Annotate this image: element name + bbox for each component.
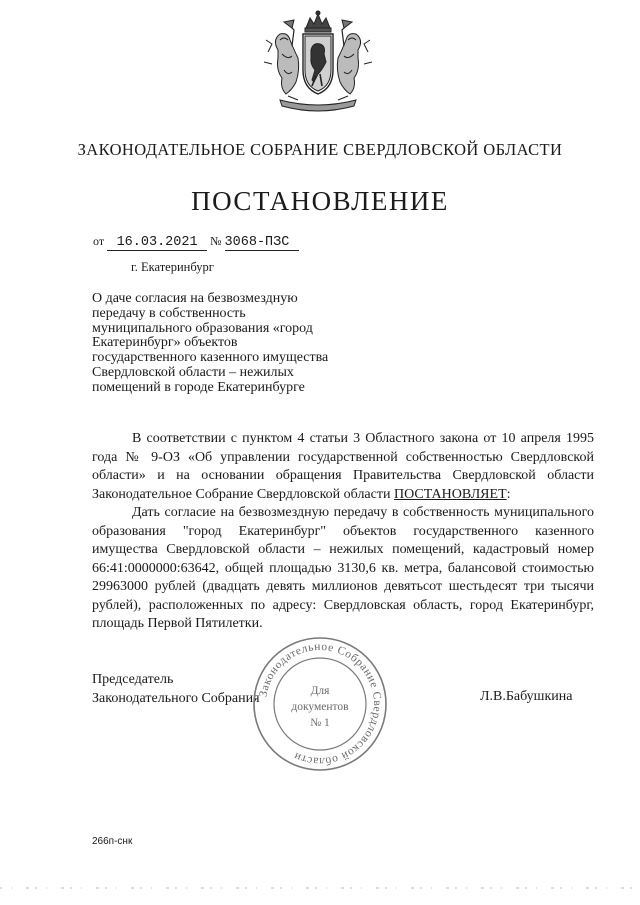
document-number: 3068-ПЗС (225, 236, 299, 251)
body-paragraph-1 (92, 430, 594, 504)
stamp-center-line-1: Для (310, 685, 330, 697)
document-date: 16.03.2021 (107, 236, 207, 251)
document-city: г. Екатеринбург (131, 260, 214, 274)
signatory-name: Л.В.Бабушкина (480, 689, 573, 704)
stamp-ring-text: Законодательное Собрание Свердловской области (257, 640, 384, 768)
signatory-title-line-1: Председатель (92, 672, 174, 687)
official-stamp (252, 636, 388, 772)
document-type-title: ПОСТАНОВЛЕНИЕ (191, 186, 449, 216)
stamp-center-line-2: документов (291, 701, 349, 713)
resolves-keyword: ПОСТАНОВЛЯЕТ (393, 486, 507, 502)
document-subject: О даче согласия на безвозмездную передачу в собственность муниципального образования «город Екатеринбург» объектов государственного казенного имущества Свердловской области – нежилых помещений в городе Екатеринбурге (92, 291, 329, 395)
date-prefix: от (93, 234, 105, 248)
scan-artifact-line (0, 886, 640, 890)
signatory-title-line-2: Законодательного Собрания (92, 691, 260, 706)
date-number-line (93, 234, 299, 251)
coat-of-arms-emblem (258, 10, 378, 116)
body-paragraph-1-text: В соответствии с пунктом 4 статьи 3 Областного закона от 10 апреля 1995 года № 9-ОЗ «Об управлении государственной собственностью Свердловской области» и на основании обращения Правительства Свердловской области Законодательное Собрание Свердловской области (92, 431, 594, 502)
footer-code: 266п-снк (92, 836, 133, 847)
organization-name: ЗАКОНОДАТЕЛЬНОЕ СОБРАНИЕ СВЕРДЛОВСКОЙ ОБЛАСТИ (77, 140, 563, 159)
body-paragraph-1-end: : (506, 486, 511, 502)
number-prefix: № (210, 234, 222, 248)
stamp-center-line-3: № 1 (310, 717, 330, 729)
signatory-title (92, 670, 260, 708)
body-paragraph-2: Дать согласие на безвозмездную передачу в собственность муниципального образования "город Екатеринбург" объектов государственного казенного имущества Свердловской области – нежилых помещений, кадастровый номер 66:41:0000000:63642, общей площадью 3130,6 кв. метра, балансовой стоимостью 29963000 рублей (двадцать девять миллионов девятьсот шестьдесят три тысячи рублей), расположенных по адресу: Свердловская область, город Екатеринбург, площадь Первой Пятилетки. (92, 505, 594, 631)
